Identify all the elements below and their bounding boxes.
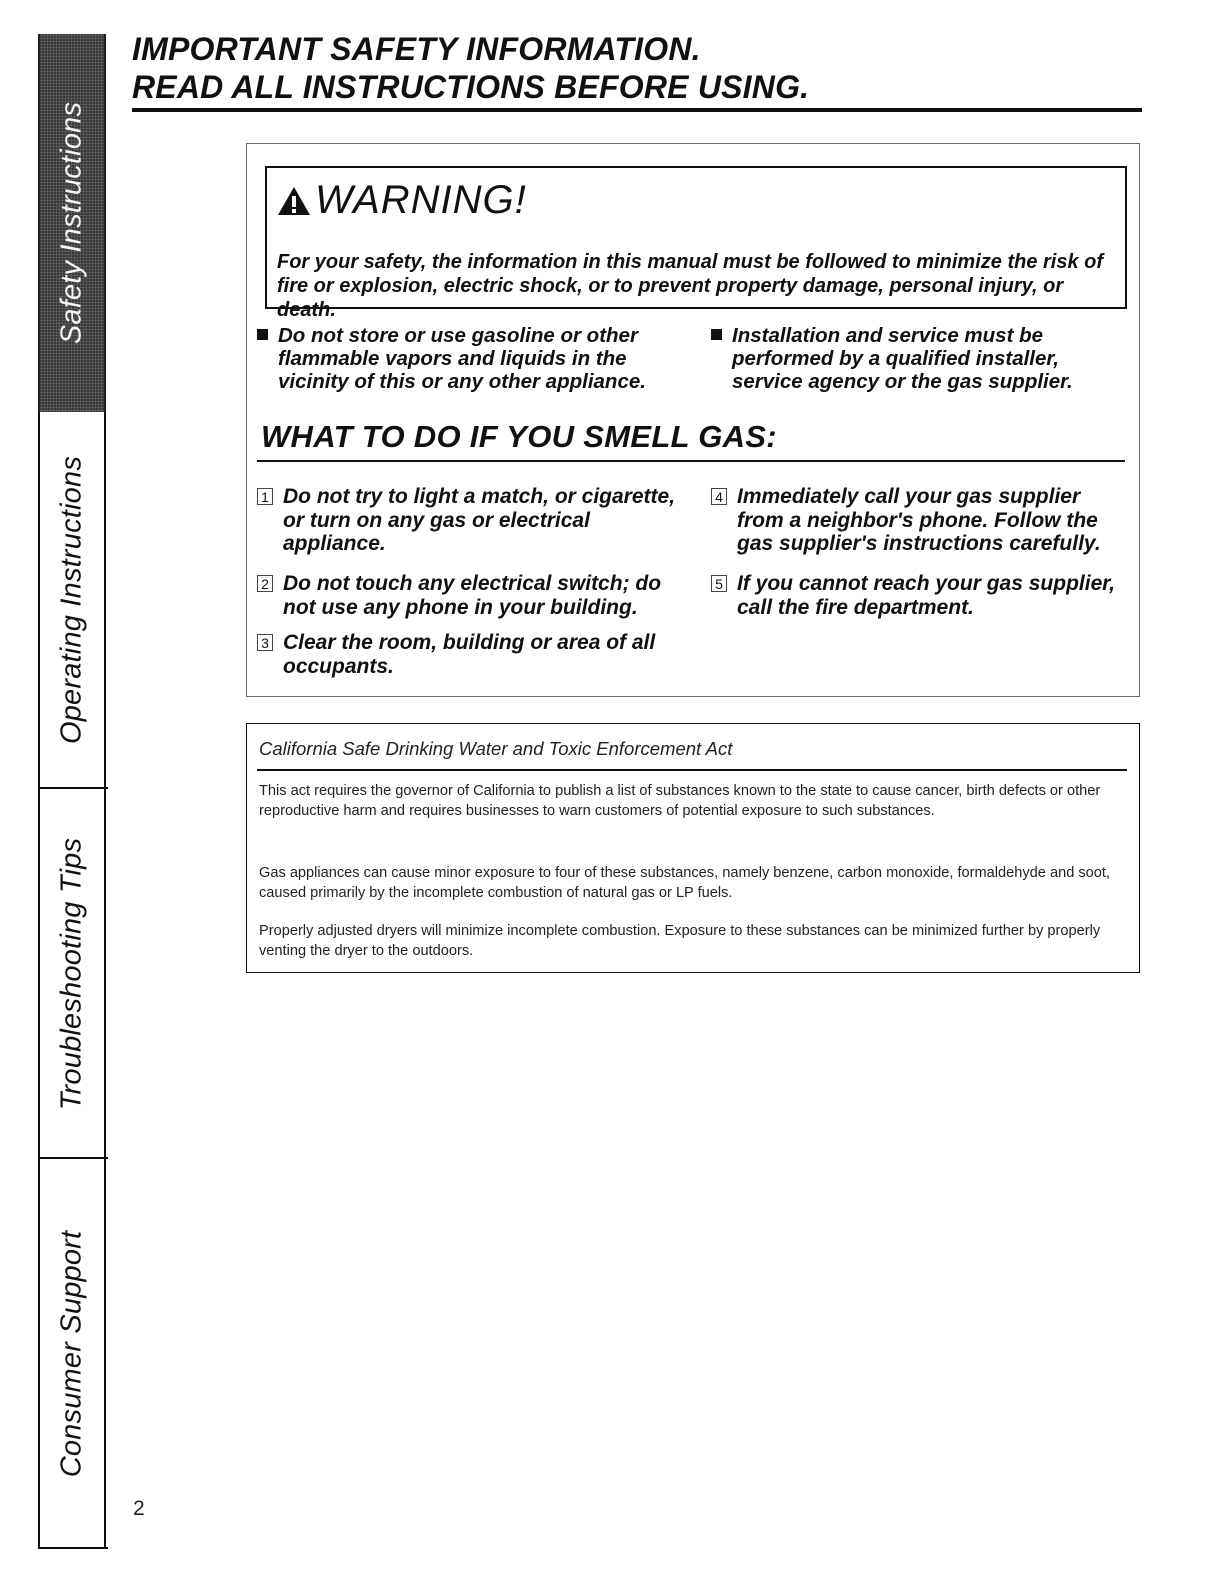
california-paragraph: This act requires the governor of California to publish a list of substances known to the state to cause cancer, birth defects or other reproductive harm and requires businesses to warn customers of potential exposure to such substances. [259, 783, 1101, 819]
smell-gas-rule [257, 460, 1125, 462]
smell-gas-heading: WHAT TO DO IF YOU SMELL GAS: [261, 419, 777, 454]
header-line-2: READ ALL INSTRUCTIONS BEFORE USING. [132, 69, 810, 105]
tab-label: Safety Instructions [55, 101, 88, 345]
warning-bullet [257, 324, 677, 393]
tab-troubleshooting-tips[interactable] [38, 789, 106, 1159]
warning-bullet [711, 324, 1111, 393]
gas-step [257, 631, 697, 678]
warning-text: For your safety, the information in this manual must be followed to minimize the risk of fire or explosion, electric shock, or to prevent property damage, personal injury, or death. [277, 251, 1104, 321]
page-header [132, 30, 1142, 106]
section-tabs [38, 34, 108, 1549]
gas-step [257, 572, 697, 619]
california-title: California Safe Drinking Water and Toxic Enforcement Act [259, 738, 733, 759]
bullet-square-icon [711, 329, 722, 340]
tab-consumer-support[interactable] [38, 1159, 106, 1549]
warning-triangle-icon [277, 185, 311, 217]
bullet-square-icon [257, 329, 268, 340]
warning-box [246, 143, 1140, 697]
bullet-text: Installation and service must be performed by a qualified installer, service agency or the gas supplier. [732, 324, 1073, 393]
gas-step [711, 485, 1121, 556]
warning-title-text: WARNING! [315, 178, 527, 222]
step-number: 3 [257, 634, 273, 651]
header-rule [132, 108, 1142, 112]
step-number: 5 [711, 575, 727, 592]
gas-step [711, 572, 1121, 619]
tab-label: Consumer Support [55, 1230, 88, 1478]
california-paragraph: Gas appliances can cause minor exposure to four of these substances, namely benzene, carbon monoxide, formaldehyde and soot, caused primarily by the incomplete combustion of natural gas or LP fuels. [259, 865, 1110, 901]
header-line-1: IMPORTANT SAFETY INFORMATION. [132, 31, 701, 67]
california-notice-box [246, 723, 1140, 973]
step-text: Do not try to light a match, or cigarette, or turn on any gas or electrical appliance. [283, 485, 676, 555]
tab-operating-instructions[interactable] [38, 412, 106, 787]
warning-title [277, 178, 527, 223]
page-number: 2 [133, 1497, 145, 1520]
step-number: 4 [711, 488, 727, 505]
california-rule [257, 769, 1127, 771]
step-text: If you cannot reach your gas supplier, call the fire department. [737, 572, 1116, 619]
tab-divider [38, 1547, 108, 1549]
step-number: 2 [257, 575, 273, 592]
bullet-text: Do not store or use gasoline or other flammable vapors and liquids in the vicinity of this or any other appliance. [278, 324, 646, 393]
step-text: Do not touch any electrical switch; do not use any phone in your building. [283, 572, 662, 619]
tab-safety-instructions[interactable] [38, 34, 106, 412]
tab-label: Operating Instructions [55, 455, 88, 744]
step-number: 1 [257, 488, 273, 505]
step-text: Immediately call your gas supplier from a neighbor's phone. Follow the gas supplier's instructions carefully. [737, 485, 1101, 555]
california-paragraph: Properly adjusted dryers will minimize incomplete combustion. Exposure to these substances can be minimized further by properly venting the dryer to the outdoors. [259, 923, 1101, 959]
warning-panel [265, 166, 1127, 321]
tab-label: Troubleshooting Tips [55, 837, 88, 1111]
step-text: Clear the room, building or area of all occupants. [283, 631, 656, 678]
gas-step [257, 485, 697, 556]
